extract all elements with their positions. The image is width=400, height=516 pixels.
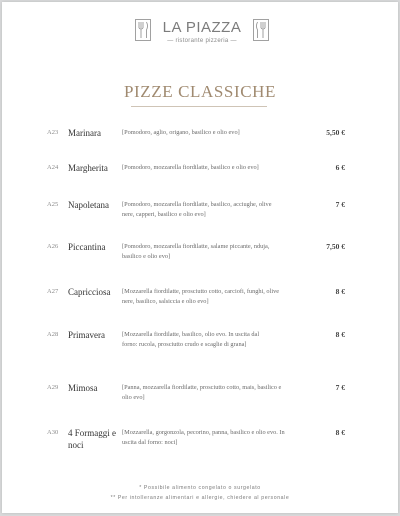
fork-knife-icon	[135, 19, 151, 41]
item-code: A27	[47, 288, 59, 295]
item-name: Primavera	[68, 330, 105, 340]
item-name: Mimosa	[68, 383, 98, 393]
knife-fork-icon	[253, 19, 269, 41]
title-divider	[131, 106, 267, 107]
item-description: [Pomodoro, mozzarella fiordilatte, salame piccante, nduja, basilico e olio evo]	[122, 243, 270, 260]
item-price: 6 €	[335, 163, 345, 172]
item-code: A23	[47, 129, 59, 136]
brand-name: LA PIAZZA	[162, 19, 242, 36]
item-description: [Panna, mozzarella fiordilatte, prosciutto cotto, mais, basilico e olio evo]	[122, 384, 282, 401]
item-code: A28	[47, 331, 59, 338]
item-name: Marinara	[68, 128, 101, 138]
item-code: A25	[47, 201, 59, 208]
footnote-frozen: * Possibile alimento congelato o surgelato	[139, 485, 261, 491]
item-price: 7,50 €	[326, 242, 345, 251]
item-price: 7 €	[335, 383, 345, 392]
menu-page	[2, 2, 398, 513]
item-description: [Mozzarella fiordilatte, prosciutto cotto, carciofi, funghi, olive nere, basilico, salsiccia e olio evo]	[122, 288, 280, 305]
item-name: 4 Formaggi e noci	[68, 428, 116, 450]
item-description: [Mozzarella fiordilatte, basilico, olio evo. In uscita dal forno: rucola, prosciutto crudo e scaglie di grana]	[122, 331, 260, 348]
item-description: [Pomodoro, mozzarella fiordilatte, basilico e olio evo]	[122, 164, 259, 171]
section-title: PIZZE CLASSICHE	[123, 82, 277, 101]
item-price: 7 €	[335, 200, 345, 209]
item-code: A24	[47, 164, 59, 171]
item-price: 8 €	[335, 287, 345, 296]
item-price: 5,50 €	[326, 128, 345, 137]
item-code: A30	[47, 429, 59, 436]
item-description: [Pomodoro, mozzarella fiordilatte, basilico, acciughe, olive nere, capperi, basilico e olio evo]	[122, 201, 272, 218]
item-price: 8 €	[335, 428, 345, 437]
item-price: 8 €	[335, 330, 345, 339]
brand-tagline: — ristorante pizzeria —	[167, 38, 237, 44]
item-description: [Pomodoro, aglio, origano, basilico e olio evo]	[122, 129, 240, 136]
item-description: [Mozzarella, gorgonzola, pecorino, panna, basilico e olio evo. In uscita dal forno: noci]	[122, 429, 285, 446]
item-name: Capricciosa	[68, 287, 111, 297]
footnote-allergies: ** Per intolleranze alimentari e allergie, chiedere al personale	[110, 495, 290, 501]
item-name: Margherita	[68, 163, 108, 173]
restaurant-logo	[135, 19, 269, 49]
item-code: A29	[47, 384, 59, 391]
item-name: Napoletana	[68, 200, 109, 210]
item-name: Piccantina	[68, 242, 106, 252]
item-code: A26	[47, 243, 59, 250]
